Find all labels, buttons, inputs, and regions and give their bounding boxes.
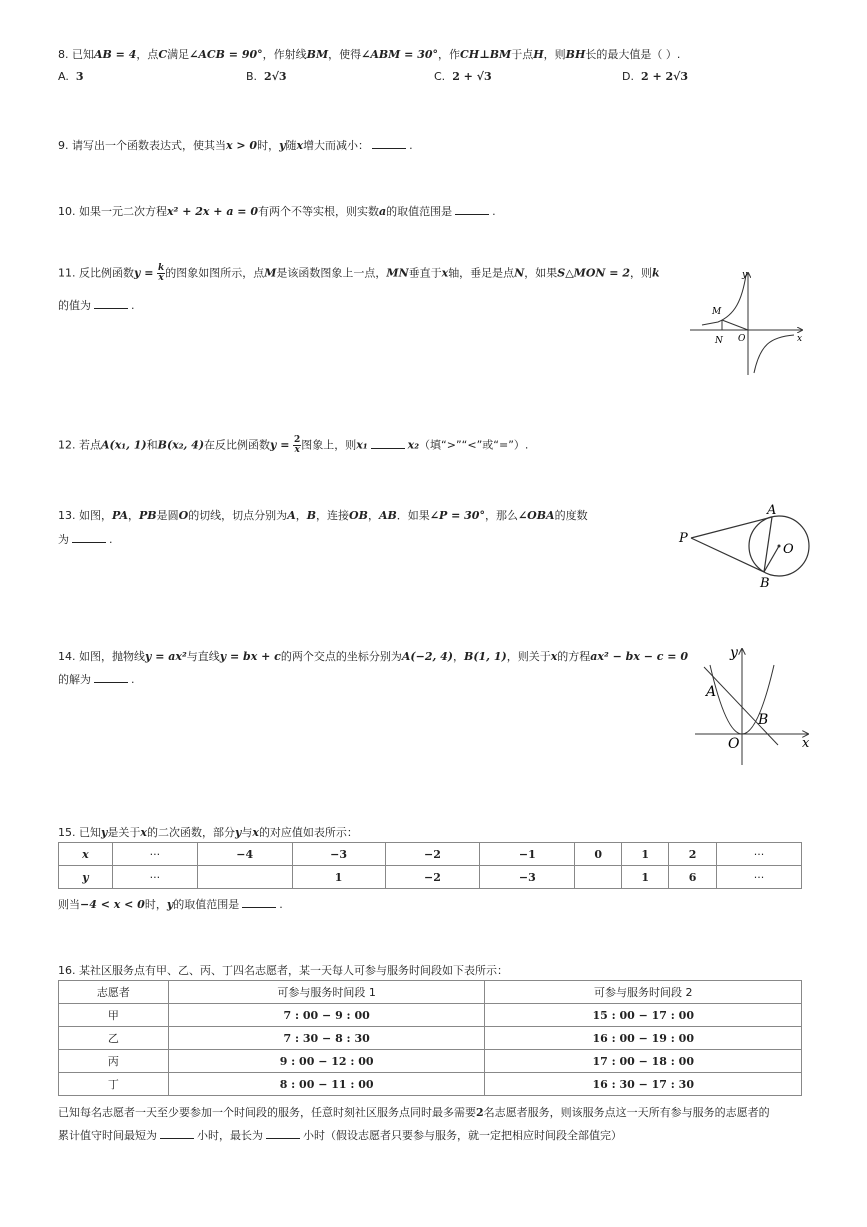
- answer-blank[interactable]: [94, 672, 128, 683]
- table-cell: 16 : 00 − 19 : 00: [485, 1027, 802, 1050]
- table-cell: −2: [385, 866, 480, 889]
- label-o: O: [738, 334, 746, 344]
- answer-blank[interactable]: [94, 298, 128, 309]
- q16-text-line2: 累计值守时间最短为 小时，最长为 小时（假设志愿者只要参与服务，就一定把相应时间段全部值完）: [58, 1129, 622, 1142]
- table-cell: −4: [197, 843, 292, 866]
- answer-blank-max[interactable]: [266, 1128, 300, 1139]
- q11-figure: [690, 265, 810, 380]
- label-y: y: [742, 270, 748, 280]
- q12-stem: 12. 若点A(x₁, 1)和B(x₂, 4)在反比例函数y = $\frac{2}{x}$ 图象上，则x₁ x₂（填“>”“<”或“=”）.: [58, 435, 529, 455]
- table-cell: −1: [480, 843, 575, 866]
- table-cell: 17 : 00 − 18 : 00: [485, 1050, 802, 1073]
- table-cell: −3: [292, 843, 385, 866]
- q8-option-b[interactable]: B. 2√3: [246, 70, 287, 83]
- q11-stem: 11. 反比例函数y = $\frac{k}{x}$ 的图象如图所示，点M是该函数图象上一点，MN垂直于x轴，垂足是点N，如果S△MON = 2，则k: [58, 263, 660, 283]
- table-cell: 7 : 00 − 9 : 00: [168, 1004, 485, 1027]
- q14-figure: [690, 643, 815, 768]
- table-cell: ···: [112, 843, 197, 866]
- line-bx-c: [704, 667, 778, 745]
- table-cell: 乙: [59, 1027, 169, 1050]
- segment-mo: [722, 320, 748, 330]
- table-cell: y: [59, 866, 113, 889]
- q13-figure: [675, 498, 820, 593]
- q11-line2: 的值为 .: [58, 299, 135, 312]
- q13-stem: 13. 如图，PA，PB是圆O的切线，切点分别为A，B，连接OB，AB．如果∠P = 30°，那么∠OBA的度数: [58, 509, 588, 522]
- table-cell: 丙: [59, 1050, 169, 1073]
- answer-blank[interactable]: [455, 204, 489, 215]
- table-cell: [575, 866, 622, 889]
- answer-blank[interactable]: [242, 897, 276, 908]
- table-cell: 15 : 00 − 17 : 00: [485, 1004, 802, 1027]
- fraction: $\frac{2}{x}$: [294, 435, 301, 455]
- label-o: O: [783, 542, 794, 557]
- table-cell: 甲: [59, 1004, 169, 1027]
- answer-blank-min[interactable]: [160, 1128, 194, 1139]
- table-header: 可参与服务时间段 1: [168, 981, 485, 1004]
- label-a: A: [706, 684, 717, 700]
- q8-option-a[interactable]: A. 3: [58, 70, 84, 83]
- table-cell: 0: [575, 843, 622, 866]
- table-row-y: [59, 866, 802, 889]
- q14-line2: 的解为 .: [58, 673, 135, 686]
- q15-stem: 15. 已知y是关于x的二次函数，部分y与x的对应值如表所示：: [58, 826, 358, 839]
- table-cell: 1: [622, 843, 669, 866]
- table-row: [59, 1004, 802, 1027]
- q14-stem: 14. 如图，抛物线y = ax²与直线y = bx + c的两个交点的坐标分别为A(−2, 4)，B(1, 1)，则关于x的方程ax² − bx − c = 0: [58, 650, 688, 663]
- table-cell: 16 : 30 − 17 : 30: [485, 1073, 802, 1096]
- answer-blank[interactable]: [372, 138, 406, 149]
- q8-option-c[interactable]: C. 2 + √3: [434, 70, 492, 83]
- label-a: A: [767, 503, 777, 518]
- label-p: P: [679, 531, 688, 546]
- label-x: x: [802, 736, 810, 751]
- q8-stem: 8. 已知AB = 4，点C满足∠ACB = 90°，作射线BM，使得∠ABM = 30°，作CH⊥BM于点H，则BH长的最大值是（ ）.: [58, 48, 681, 61]
- table-cell: 1: [292, 866, 385, 889]
- table-cell: 2: [669, 843, 717, 866]
- q10-stem: 10. 如果一元二次方程x² + 2x + a = 0有两个不等实根，则实数a的取值范围是 .: [58, 205, 496, 218]
- q16-stem: 16. 某社区服务点有甲、乙、丙、丁四名志愿者，某一天每人可参与服务时间段如下表所示：: [58, 964, 508, 977]
- table-cell: x: [59, 843, 113, 866]
- table-row: [59, 1027, 802, 1050]
- q15-value-table: [58, 842, 802, 889]
- label-o: O: [728, 736, 740, 752]
- table-cell: 丁: [59, 1073, 169, 1096]
- table-cell: ···: [112, 866, 197, 889]
- center-dot: [778, 545, 781, 548]
- label-b: B: [758, 712, 769, 728]
- answer-blank[interactable]: [72, 532, 106, 543]
- table-header: 志愿者: [59, 981, 169, 1004]
- hyperbola-branch-lower: [754, 335, 794, 373]
- table-cell: 1: [622, 866, 669, 889]
- fraction: $\frac{k}{x}$: [157, 263, 165, 283]
- table-cell: ···: [717, 843, 802, 866]
- tangent-pa: [691, 517, 772, 538]
- q9-stem: 9. 请写出一个函数表达式，使其当x > 0时，y随x增大而减小： .: [58, 139, 413, 152]
- tangent-pb: [691, 538, 764, 572]
- label-n: N: [715, 336, 723, 346]
- table-row: [59, 1050, 802, 1073]
- q16-schedule-table: [58, 980, 802, 1096]
- table-cell: −3: [480, 866, 575, 889]
- table-header-row: [59, 981, 802, 1004]
- table-cell: [197, 866, 292, 889]
- label-b: B: [760, 576, 770, 591]
- label-m: M: [712, 307, 722, 317]
- q13-line2: 为 .: [58, 533, 113, 546]
- table-row-x: [59, 843, 802, 866]
- q15-question: 则当−4 < x < 0时，y的取值范围是 .: [58, 898, 283, 911]
- q8-option-d[interactable]: D. 2 + 2√3: [622, 70, 689, 83]
- answer-blank[interactable]: [371, 438, 405, 449]
- table-row: [59, 1073, 802, 1096]
- hyperbola-branch-upper: [702, 275, 746, 325]
- segment-ab: [764, 517, 772, 572]
- q16-text-line1: 已知每名志愿者一天至少要参加一个时间段的服务，任意时刻社区服务点同时最多需要2名志愿者服务，则该服务点这一天所有参与服务的志愿者的: [58, 1106, 770, 1119]
- table-cell: ···: [717, 866, 802, 889]
- table-cell: 8 : 00 − 11 : 00: [168, 1073, 485, 1096]
- table-cell: 9 : 00 − 12 : 00: [168, 1050, 485, 1073]
- table-cell: 6: [669, 866, 717, 889]
- label-y: y: [730, 645, 738, 661]
- table-cell: 7 : 30 − 8 : 30: [168, 1027, 485, 1050]
- table-cell: −2: [385, 843, 480, 866]
- table-header: 可参与服务时间段 2: [485, 981, 802, 1004]
- label-x: x: [797, 334, 803, 344]
